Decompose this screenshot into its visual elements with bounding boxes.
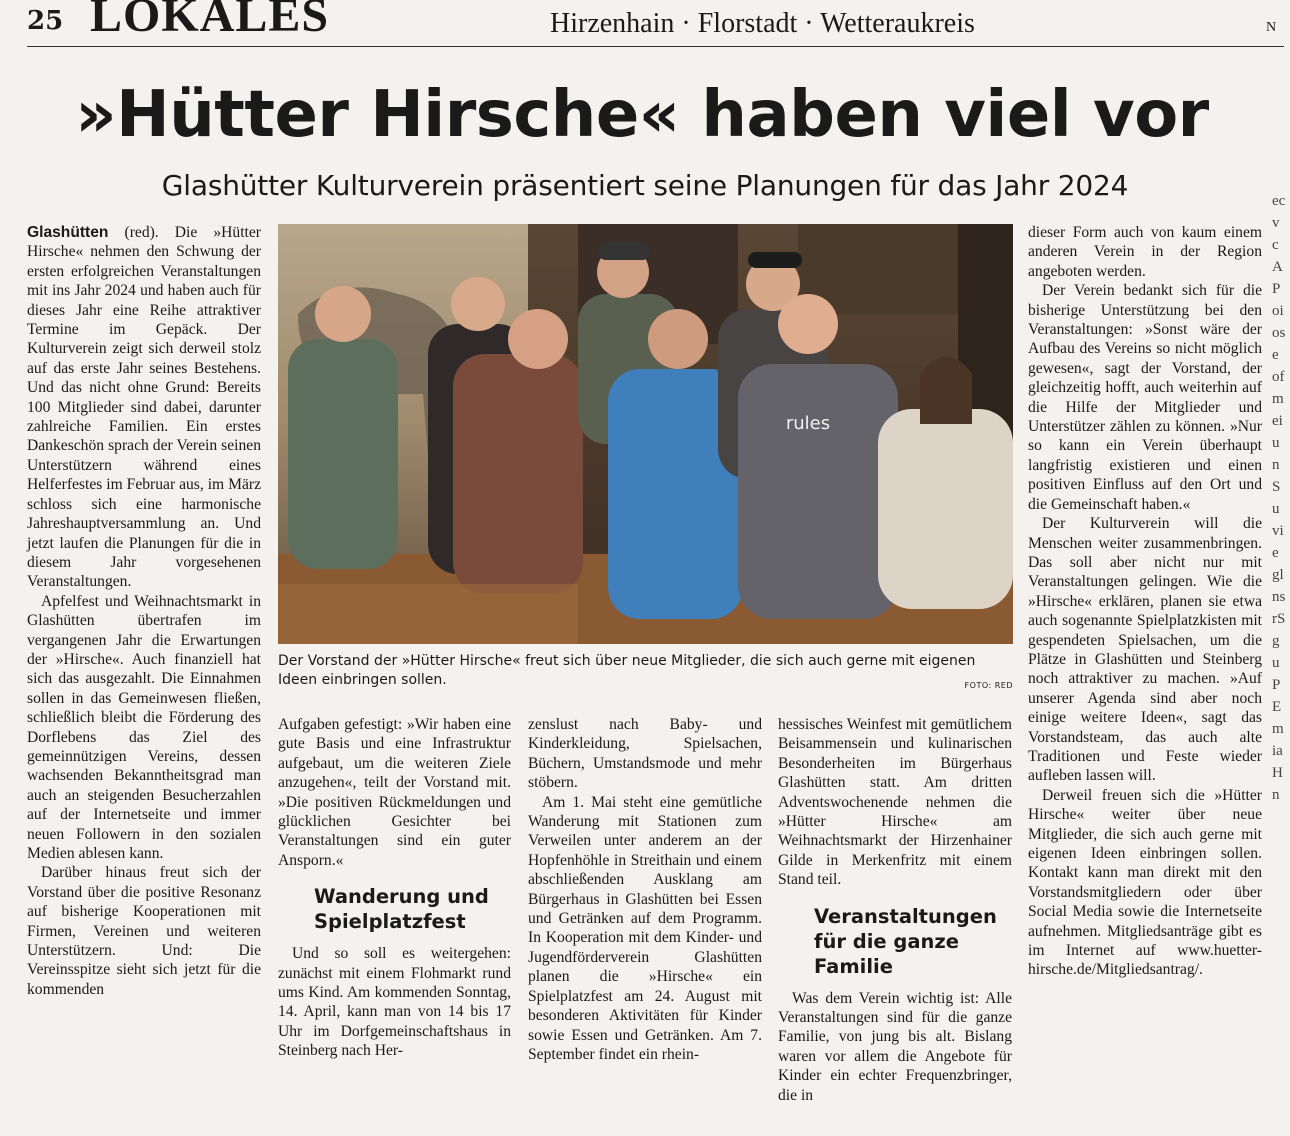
paragraph: Der Kulturverein will die Menschen weiter zusammenbringen. Das soll aber nicht nur mit Veranstaltungen gelingen. Wie die »Hirsche« erklären, planen sie etwa auch sogenannte Spielplatzkisten mit gespendeten Spielsachen, um die Plätze in Glashütten und Steinberg noch attraktiver zu machen. »Auf unserer Agenda sind aber noch einige weitere Ideen«, sagt das Vorstandsteam, das auch alte Traditionen und Feste wieder aufleben lassen will. [1028,515,1262,785]
column-4 [778,715,1012,1105]
column-5 [1028,223,1262,980]
paragraph-text: (red). Die »Hütter Hirsche« nehmen den Schwung der ersten erfolgreichen Veranstaltungen mit ins Jahr 2024 und haben auch für dieses Jahr eine Reihe attraktiver Termine im Gepäck. Der Kulturverein zeigt sich derweil stolz auf das erste Jahr seines Bestehens. Und das nicht ohne Grund: Bereits 100 Mitglieder sind dabei, darunter zahlreiche Familien. Ein erstes Dankeschön sprach der Verein seinen Unterstützern während eines Helferfestes im Februar aus, im März schloss sich eine harmonische Jahreshauptversammlung an. Und jetzt laufen die Planungen für die in diesem Jahr vorgesehenen Veranstaltungen. [27,224,261,591]
adjacent-article-fragment: ecvcAPoioseofmeiunSuvieglnsrSguPEmiaHn [1272,193,1286,803]
paragraph: Was dem Verein wichtig ist: Alle Veranstaltungen sind für die ganze Familie, von jung bis alt. Bislang waren vor allem die Angebote für Kinder ein echter Frequenzbringer, die in [778,989,1012,1104]
subheading: Veranstaltungen für die ganze Familie [814,904,997,978]
shirt-logo: rules [785,413,831,434]
paragraph: zenslust nach Baby- und Kinderkleidung, Spielsachen, Büchern, Umstandsmode und mehr stöbern. [528,716,762,792]
masthead-rule [27,46,1284,47]
paragraph: Und so soll es weitergehen: zunächst mit einem Flohmarkt rund ums Kind. Am kommenden Sonntag, 14. April, kann man von 14 bis 17 Uhr im Dorfgemeinschaftshaus in Steinberg nach Her- [278,945,511,1060]
masthead [0,0,1284,50]
region-line: Hirzenhain · Florstadt · Wetteraukreis [550,8,975,39]
paragraph [27,223,261,592]
paragraph: Derweil freuen sich die »Hütter Hirsche« weiter über neue Mitglieder, die sich auch gerne mit eigenen Ideen einbringen sollen. Kontakt kann man direkt mit den Vorstandsmitgliedern oder über Social Media sowie die Internetseite aufnehmen. Mitgliedsanträge gibt es im Internet auf www.huetter-hirsche.de/Mitgliedsantrag/. [1028,786,1262,979]
group-photo [278,224,1013,644]
photo-credit: FOTO: RED [964,681,1013,690]
column-3 [528,715,762,1064]
photo-illustration [278,224,1013,644]
masthead-corner-fragment: N [1266,20,1277,35]
paragraph: Am 1. Mai steht eine gemütliche Wanderung mit Stationen zum Verweilen unter anderem an der Hopfenhöhle in Streithain und einem abschließenden Ausklang am Bürgerhaus in Glashütten bei Essen und Getränken auf dem Programm. In Kooperation mit dem Kinder- und Jugendförderverein Glashütten planen die »Hirsche« ein Spielplatzfest am 24. August mit besonderen Aktivitäten für Kinder sowie Essen und Getränken. Am 7. September findet ein rhein- [528,793,762,1063]
section-title: LOKALES [90,0,330,42]
column-2 [278,715,511,1061]
subheading: Wanderung und Spielplatzfest [314,885,489,934]
paragraph: dieser Form auch von kaum einem anderen Verein in der Region angeboten werden. [1028,224,1262,280]
subheadline: Glashütter Kulturverein präsentiert seine Planungen für das Jahr 2024 [161,169,1129,202]
headline: »Hütter Hirsche« haben viel vor [75,78,1209,152]
column-1 [27,223,261,999]
paragraph: hessisches Weinfest mit gemütlichem Beisammensein und kulinarischen Besonderheiten im Bürgerhaus Glashütten statt. Am dritten Adventswochenende nehmen die »Hütter Hirsche« am Weihnachtsmarkt der Hirzenhainer Gilde in Merkenfritz mit einem Stand teil. [778,716,1012,889]
paragraph: Aufgaben gefestigt: »Wir haben eine gute Basis und eine Infrastruktur aufgebaut, um die weiteren Ziele anzugehen«, teilt der Vorstand mit. »Die positiven Rückmeldungen und glücklichen Gesichter bei Veranstaltungen sind ein guter Ansporn.« [278,716,511,869]
photo-caption: Der Vorstand der »Hütter Hirsche« freut sich über neue Mitglieder, die sich auch gerne mit eigenen Ideen einbringen sollen. [278,653,976,688]
paragraph: Darüber hinaus freut sich der Vorstand über die positive Resonanz auf bisherige Kooperationen mit Firmen, Vereinen und weiteren Unterstützern. Und: Die Vereinsspitze sieht sich jetzt für die kommenden [27,864,261,998]
paragraph: Apfelfest und Weihnachtsmarkt in Glashütten übertrafen im vergangenen Jahr die Erwartungen der »Hirsche«. Auch finanziell hat sich das ausgezahlt. Die Einnahmen sollen in das Gemeinwesen fließen, schließlich bleibt die Förderung des Dorflebens das Ziel des gemeinnützigen Vereins, dessen wachsenden Bekanntheitsgrad man auch an steigenden Besucherzahlen auf der Internetseite und immer neuen Followern in den sozialen Medien ablesen kann. [27,592,261,862]
page-number: 25 [27,6,64,36]
paragraph: Der Verein bedankt sich für die bisherige Unterstützung bei den Veranstaltungen: »Sonst wäre der Aufbau des Vereins so nicht möglich gewesen«, sagt der Vorstand, der gleichzeitig hofft, auch weiterhin auf die Hilfe der Mitglieder und Unterstützer zählen zu können. »Nur so kann ein Verein überhaupt langfristig existieren und einen positiven Einfluss auf den Ort und die Gemeinschaft haben.« [1028,282,1262,513]
dateline: Glashütten [27,224,109,241]
